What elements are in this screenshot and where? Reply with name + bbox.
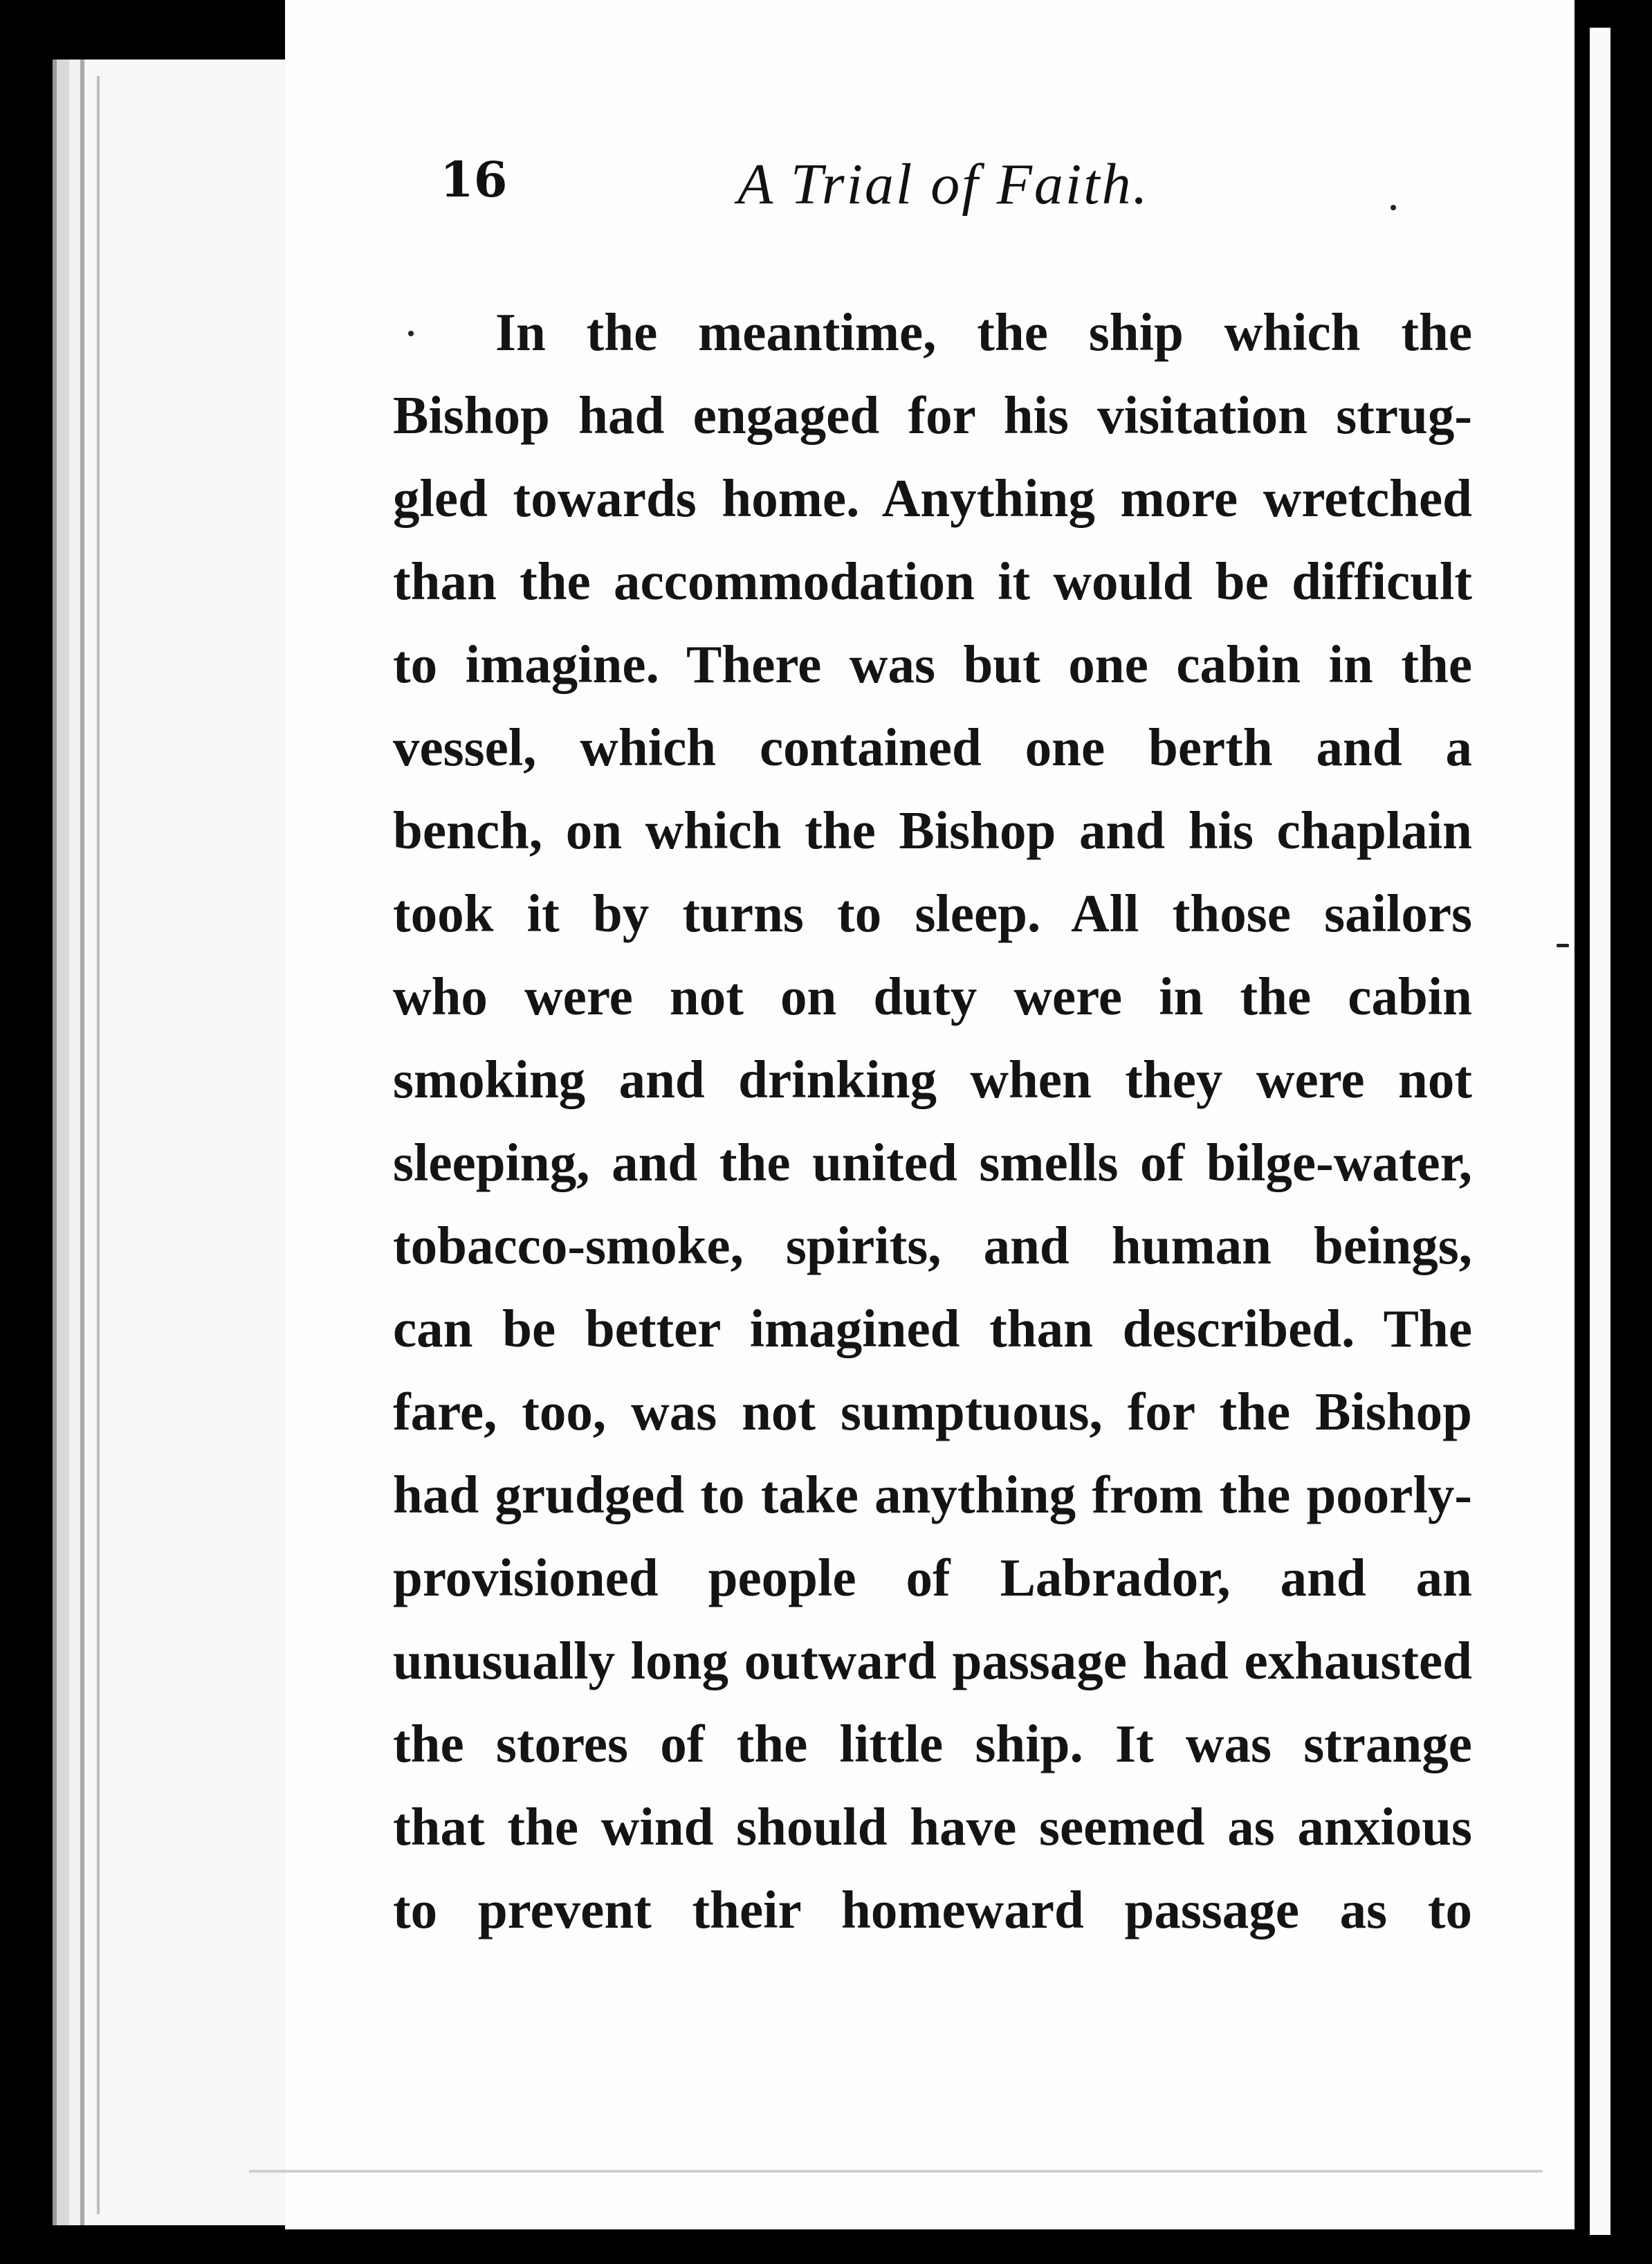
text-line: vessel, which contained one berth and a — [393, 718, 1472, 777]
text-line: to imagine. There was but one cabin in the — [393, 635, 1472, 694]
text-line: that the wind should have seemed as anxious — [393, 1797, 1472, 1856]
text-line: sleeping, and the united smells of bilge-water, — [393, 1133, 1472, 1192]
book-spine-edge — [1575, 0, 1652, 2264]
page-header — [440, 151, 1422, 234]
text-line: who were not on duty were in the cabin — [393, 967, 1472, 1026]
text-line: Bishop had engaged for his visitation strug- — [393, 385, 1472, 445]
running-title: A Trial of Faith. — [737, 152, 1150, 217]
text-line: provisioned people of Labrador, and an — [393, 1548, 1472, 1607]
text-line: unusually long outward passage had exhausted — [393, 1631, 1472, 1690]
page-bottom-rule — [249, 2170, 1543, 2173]
text-line: can be better imagined than described. The — [393, 1299, 1472, 1358]
text-line: gled towards home. Anything more wretched — [393, 468, 1472, 528]
text-line: bench, on which the Bishop and his chaplain — [393, 801, 1472, 860]
body-text — [393, 291, 1472, 1951]
text-line: tobacco-smoke, spirits, and human beings, — [393, 1216, 1472, 1275]
next-page-edge — [1590, 28, 1610, 2235]
text-line: smoking and drinking when they were not — [393, 1050, 1472, 1109]
underlying-page-edge — [97, 76, 100, 2214]
speck-mark — [1391, 205, 1396, 210]
speck-mark — [408, 331, 414, 336]
text-line: In the meantime, the ship which the — [495, 302, 1472, 362]
text-line: to prevent their homeward passage as to — [393, 1880, 1472, 1939]
text-line: fare, too, was not sumptuous, for the Bishop — [393, 1382, 1472, 1441]
page-number: 16 — [440, 151, 508, 208]
text-line: took it by turns to sleep. All those sailors — [393, 884, 1472, 943]
text-line: than the accommodation it would be difficult — [393, 551, 1472, 611]
text-line: had grudged to take anything from the poorly- — [393, 1465, 1472, 1524]
text-line: the stores of the little ship. It was strange — [393, 1714, 1472, 1773]
speck-mark — [1557, 944, 1569, 947]
